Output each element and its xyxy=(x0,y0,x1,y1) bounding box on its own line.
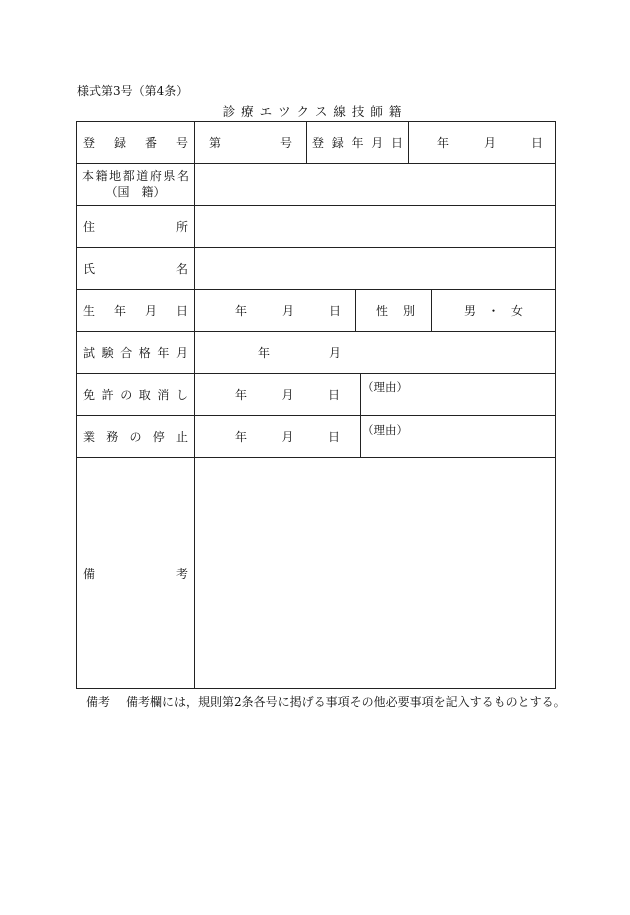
remarks-label: 備 考 xyxy=(83,566,188,581)
nationality-label: （国 籍） xyxy=(105,185,166,199)
registration-number-label: 登 録 番 号 xyxy=(83,136,188,150)
suspension-label: 業 務 の 停 止 xyxy=(83,430,188,444)
footnote-prefix: 備考 xyxy=(86,695,111,709)
revocation-date-field[interactable]: 年 月 日 xyxy=(235,388,340,402)
name-field[interactable] xyxy=(195,248,555,289)
col-divider xyxy=(360,373,361,457)
suspension-reason-field[interactable]: （理由） xyxy=(362,423,408,437)
suspension-date-field[interactable]: 年 月 日 xyxy=(235,430,340,444)
remarks-field[interactable] xyxy=(195,458,555,688)
name-label: 氏 名 xyxy=(83,262,188,276)
honseki-label: 本 籍 地 都 道 府 県 名 （国 籍） xyxy=(77,168,194,200)
sex-label: 性 別 xyxy=(376,304,415,318)
form-title: 診療エツクス線技師籍 xyxy=(222,104,408,119)
footnote xyxy=(86,693,566,710)
sex-field[interactable]: 男 ・ 女 xyxy=(464,304,523,318)
revocation-label: 免 許 の 取 消 し xyxy=(83,388,188,402)
exam-pass-label: 試 験 合 格 年 月 xyxy=(83,346,188,360)
honseki-field[interactable] xyxy=(195,164,555,205)
address-label: 住 所 xyxy=(83,220,188,234)
registration-date-label: 登 録 年 月 日 xyxy=(312,136,403,150)
address-field[interactable] xyxy=(195,206,555,247)
form-number: 様式第3号（第4条） xyxy=(77,84,189,98)
footnote-text: 備考欄には，規則第2条各号に掲げる事項その他必要事項を記入するものとする。 xyxy=(126,695,566,709)
birth-date-label: 生 年 月 日 xyxy=(83,304,188,318)
registration-number-field[interactable]: 第 号 xyxy=(209,136,292,150)
birth-date-field[interactable]: 年 月 日 xyxy=(235,304,341,318)
revocation-reason-field[interactable]: （理由） xyxy=(362,380,408,394)
exam-pass-field[interactable]: 年 月 xyxy=(258,346,342,360)
registration-date-field[interactable]: 年 月 日 xyxy=(437,136,543,150)
